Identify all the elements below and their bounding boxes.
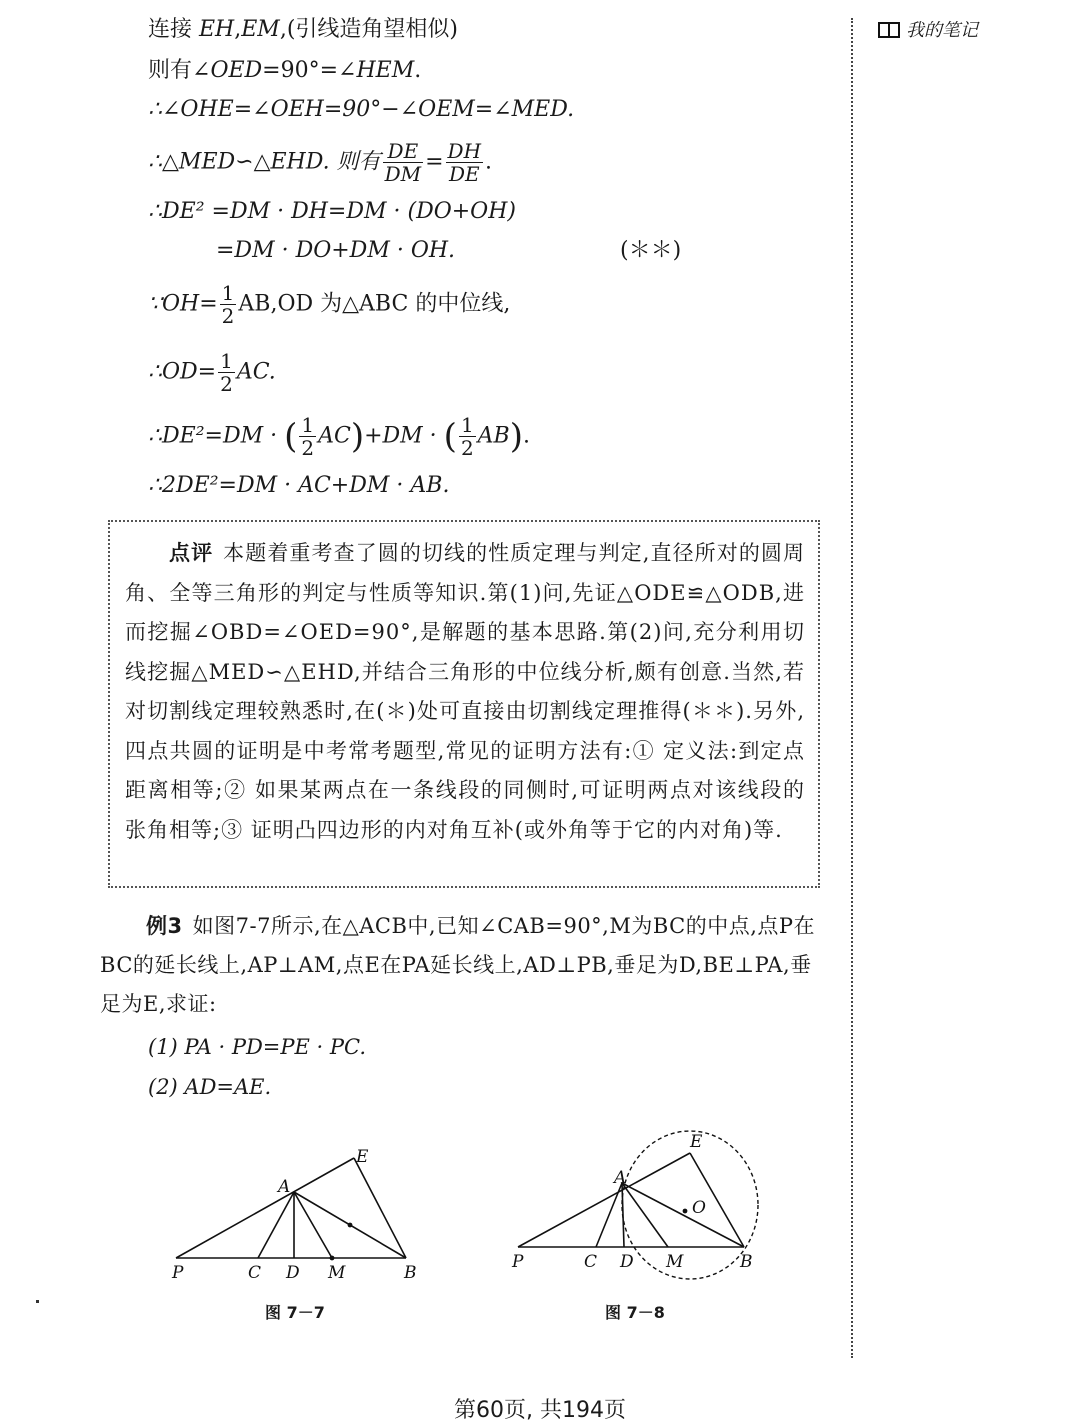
fraction bbox=[446, 140, 483, 185]
notes-header bbox=[878, 16, 978, 42]
point-dot bbox=[348, 1223, 353, 1228]
point-m bbox=[330, 1256, 335, 1261]
figure-7-8-caption: 图 7－8 bbox=[605, 1303, 665, 1322]
label-a: A bbox=[278, 1177, 291, 1197]
text: HEM bbox=[356, 58, 415, 83]
text: ∴DE²=DM · bbox=[148, 423, 285, 449]
fraction bbox=[218, 350, 235, 395]
proof-line-1 bbox=[148, 14, 458, 46]
line-ad bbox=[622, 1183, 624, 1247]
proof-line-10: ∴2DE²=DM · AC+DM · AB. bbox=[148, 473, 450, 498]
proof-line-4 bbox=[148, 140, 492, 185]
numerator: 1 bbox=[460, 413, 474, 437]
label-e: E bbox=[690, 1132, 703, 1152]
text: ∴△MED∽△EHD. 则有 bbox=[148, 149, 381, 175]
label-a: A bbox=[614, 1168, 627, 1188]
text: 连接 bbox=[148, 17, 199, 42]
label-m: M bbox=[328, 1263, 346, 1283]
notes-header-text: 我的笔记 bbox=[906, 20, 978, 41]
notes-divider bbox=[851, 18, 853, 1358]
label-d: D bbox=[620, 1252, 634, 1272]
book-icon bbox=[878, 22, 900, 38]
figure-7-7-caption: 图 7－7 bbox=[265, 1303, 325, 1322]
proof-line-7 bbox=[148, 282, 510, 327]
label-c: C bbox=[248, 1263, 262, 1283]
denominator: 2 bbox=[220, 372, 233, 396]
label-b: B bbox=[404, 1263, 417, 1283]
text: ,(引线造角望相似) bbox=[279, 17, 459, 42]
text: . bbox=[523, 423, 530, 449]
line-am bbox=[294, 1192, 332, 1258]
comment-text-block bbox=[125, 534, 805, 850]
text: EM bbox=[241, 17, 280, 42]
text: +DM · bbox=[364, 423, 444, 449]
fraction bbox=[299, 414, 316, 459]
proof-line-3: ∴∠OHE=∠OEH=90°−∠OEM=∠MED. bbox=[148, 97, 575, 122]
label-m: M bbox=[666, 1252, 684, 1272]
figure-lines bbox=[176, 1158, 406, 1258]
text: . bbox=[414, 58, 422, 83]
numerator: 1 bbox=[221, 281, 235, 305]
text: = bbox=[425, 149, 444, 175]
denominator: 2 bbox=[221, 304, 235, 328]
fraction bbox=[220, 282, 237, 327]
line-ac bbox=[596, 1183, 622, 1247]
paren: ) bbox=[509, 416, 523, 457]
proof-line-9 bbox=[148, 414, 530, 459]
figure-7-8 bbox=[500, 1125, 780, 1285]
example-part-2: (2) AD=AE. bbox=[148, 1075, 272, 1099]
comment-text: 本题着重考查了圆的切线的性质定理与判定,直径所对的圆周角、全等三角形的判定与性质等知识.第(1)问,先证△ODE≌△ODB,进而挖掘∠OBD=∠OED=90°,是解题的基本思路.第(2)问,充分利用切线挖掘△MED∽△EHD,并结合三角形的中位线分析,颇有创意.当然,若对切割线定理较熟悉时,在(＊)处可直接由切割线定理推得(＊＊).另外,四点共圆的证明是中考常考题型,常见的证明方法有:① 定义法:到定点距离相等;② 如果某两点在一条线段的同侧时,可证明两点对该线段的张角相等;③ 证明凸四边形的内对角互补(或外角等于它的内对角)等. bbox=[125, 541, 805, 842]
numerator: DH bbox=[447, 139, 482, 163]
scan-speck bbox=[36, 1300, 39, 1303]
numerator: 1 bbox=[220, 349, 233, 373]
denominator: 2 bbox=[460, 436, 474, 460]
text: OED bbox=[210, 58, 263, 83]
text: EH bbox=[199, 17, 235, 42]
point-o bbox=[683, 1209, 688, 1214]
text: AC. bbox=[236, 359, 276, 385]
numerator: DE bbox=[383, 140, 424, 163]
example-part-1: (1) PA · PD=PE · PC. bbox=[148, 1035, 366, 1059]
comment-label: 点评 bbox=[169, 541, 214, 565]
paren: ) bbox=[350, 416, 365, 457]
label-e: E bbox=[356, 1147, 369, 1167]
denominator: DE bbox=[448, 162, 480, 186]
denominator: DM bbox=[384, 162, 422, 186]
paren: ( bbox=[443, 416, 457, 457]
text: =90°=∠ bbox=[262, 58, 357, 83]
text: AC bbox=[318, 423, 351, 449]
fraction bbox=[459, 414, 476, 459]
line-pe bbox=[518, 1153, 690, 1247]
label-p: P bbox=[172, 1263, 184, 1283]
denominator: 2 bbox=[301, 436, 315, 460]
proof-mark: (＊＊) bbox=[620, 238, 682, 263]
text: , bbox=[234, 17, 242, 42]
paren: ( bbox=[284, 416, 298, 457]
line-pe bbox=[176, 1158, 354, 1258]
numerator: 1 bbox=[301, 413, 315, 437]
label-o: O bbox=[692, 1198, 706, 1218]
proof-line-2 bbox=[148, 55, 421, 87]
example-text: 如图7-7所示,在△ACB中,已知∠CAB=90°,M为BC的中点,点P在BC的延长线上,AP⊥AM,点E在PA延长线上,AD⊥PB,垂足为D,BE⊥PA,垂足为E,求证: bbox=[100, 914, 816, 1016]
label-c: C bbox=[584, 1252, 598, 1272]
example-problem bbox=[100, 907, 830, 1024]
proof-line-6: =DM · DO+DM · OH. bbox=[216, 238, 456, 263]
example-label: 例3 bbox=[146, 914, 183, 938]
text: ∵OH= bbox=[148, 291, 218, 317]
proof-line-8 bbox=[148, 350, 276, 395]
label-p: P bbox=[512, 1252, 524, 1272]
page-footer: 第60页, 共194页 bbox=[454, 1398, 626, 1423]
fraction bbox=[383, 140, 424, 185]
label-d: D bbox=[286, 1263, 300, 1283]
label-b: B bbox=[740, 1252, 753, 1272]
text: 则有∠ bbox=[148, 58, 211, 83]
figure-7-7 bbox=[150, 1130, 440, 1290]
text: AB,OD 为△ABC 的中位线, bbox=[238, 291, 511, 317]
text: AB bbox=[477, 423, 510, 449]
text: ∴OD= bbox=[148, 359, 217, 385]
proof-line-5: ∴DE² =DM · DH=DM · (DO+OH) bbox=[148, 199, 516, 224]
text: . bbox=[485, 149, 493, 175]
